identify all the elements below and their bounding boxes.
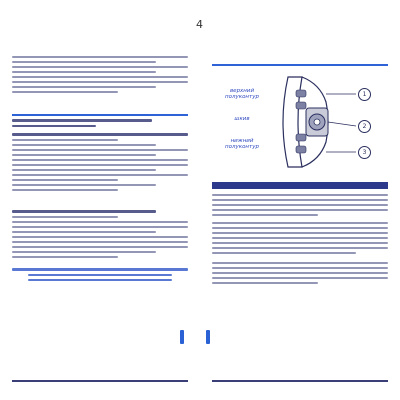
body-paragraph-1 <box>212 194 388 219</box>
section-heading-1 <box>12 119 152 130</box>
callout-3: 3 <box>358 146 371 159</box>
body-paragraph-3 <box>212 262 388 287</box>
procedure-1 <box>12 133 188 194</box>
bottom-rule-left <box>12 380 188 382</box>
page-tab-left <box>180 330 184 344</box>
callout-2: 2 <box>358 120 371 133</box>
label-upper-half: верхний полуконтур <box>225 88 259 101</box>
warning-note <box>12 268 188 284</box>
procedure-2 <box>12 210 188 261</box>
right-page <box>200 0 400 400</box>
page-number: 4 <box>196 18 203 31</box>
bottom-rule-right <box>212 380 388 382</box>
label-lower-half: нижний полуконтур <box>225 138 259 151</box>
page-tab-right <box>206 330 210 344</box>
figure-caption-rule <box>212 64 388 66</box>
callout-1: 1 <box>358 88 371 101</box>
intro-bullets <box>12 56 188 96</box>
section-header-bar <box>212 182 388 189</box>
label-pulley: шкив <box>234 116 250 122</box>
body-paragraph-2 <box>212 222 388 257</box>
section-rule <box>12 114 188 116</box>
